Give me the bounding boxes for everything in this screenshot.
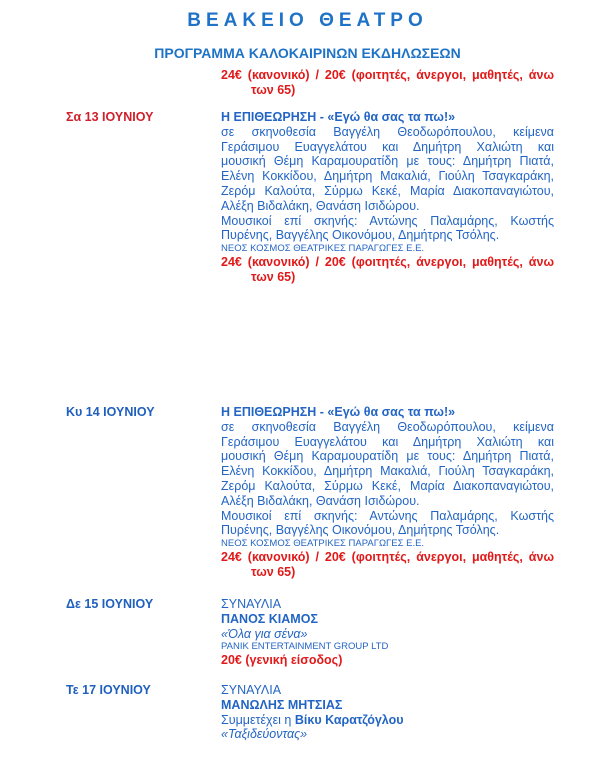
price-line: 24€ (κανονικό) / 20€ (φοιτητές, άνεργοι, μαθητές, άνω [221, 68, 554, 82]
event-title-main: Η ΕΠΙΘΕΩΡΗΣΗ - [221, 405, 328, 419]
event-date: Τε 17 ΙΟΥΝΙΟΥ [66, 683, 151, 697]
event-show: «Ταξιδεύοντας» [221, 727, 308, 742]
top-price [221, 68, 554, 98]
event-price-line: των 65) [251, 564, 296, 579]
event-guest-prefix: Συμμετέχει η [221, 712, 295, 727]
event-desc-line: Γεράσιμου Ευαγγελάτου και Δημήτρη Χαλιώτη και [221, 139, 554, 154]
event-musicians-line: Μουσικοί επί σκηνής: Αντώνης Παλαμάρης, Κωστής [221, 213, 554, 228]
event-date: Δε 15 ΙΟΥΝΙΟΥ [66, 597, 154, 611]
page-title: ΒΕΑΚΕΙΟ ΘΕΑΤΡΟ [187, 10, 428, 31]
event-musicians-line: Πυρένης, Βαγγέλης Οικονόμου, Δημήτρης Τσόλης. [221, 228, 500, 243]
event-desc-line: μουσική Θέμη Καραμουρατίδη με τους: Δημήτρη Πιατά, [221, 154, 554, 169]
event-details [221, 110, 554, 285]
event-musicians-line: Μουσικοί επί σκηνής: Αντώνης Παλαμάρης, Κωστής [221, 508, 554, 523]
event-date: Σα 13 ΙΟΥΝΙΟΥ [66, 110, 154, 124]
event-desc-line: Ελένη Κοκκίδου, Δημήτρη Μακαλιά, Γιούλη Τσαγκαράκη, [221, 464, 554, 479]
event-price-line: 24€ (κανονικό) / 20€ (φοιτητές, άνεργοι, μαθητές, άνω [221, 550, 554, 565]
event-artist: ΠΑΝΟΣ ΚΙΑΜΟΣ [221, 611, 318, 626]
event-desc-line: μουσική Θέμη Καραμουρατίδη με τους: Δημήτρη Πιατά, [221, 449, 554, 464]
event-desc-line: Αλέξη Βιδαλάκη, Θανάση Ισιδώρου. [221, 198, 420, 213]
event-details [221, 683, 554, 742]
event-producer: ΝΕΟΣ ΚΟΣΜΟΣ ΘΕΑΤΡΙΚΕΣ ΠΑΡΑΓΩΓΕΣ Ε.Ε. [221, 243, 425, 255]
event-show: «Όλα για σένα» [221, 626, 308, 641]
event-details [221, 405, 554, 580]
page-subtitle: ΠΡΟΓΡΑΜΜΑ ΚΑΛΟΚΑΙΡΙΝΩΝ ΕΚΔΗΛΩΣΕΩΝ [154, 45, 461, 61]
event-desc-line: Αλέξη Βιδαλάκη, Θανάση Ισιδώρου. [221, 493, 420, 508]
event-date: Κυ 14 ΙΟΥΝΙΟΥ [66, 405, 155, 419]
event-guest-name: Βίκυ Καρατζόγλου [294, 712, 404, 727]
event-desc-line: Ζερόμ Καλούτα, Σύρμω Κεκέ, Μαρία Διακοπαναγιώτου, [221, 183, 554, 198]
event-desc-line: Γεράσιμου Ευαγγελάτου και Δημήτρη Χαλιώτη και [221, 434, 554, 449]
event-title [221, 405, 554, 420]
event-price: 20€ (γενική είσοδος) [221, 653, 343, 668]
event-price-line: των 65) [251, 269, 296, 284]
event-musicians-line: Πυρένης, Βαγγέλης Οικονόμου, Δημήτρης Τσόλης. [221, 523, 500, 538]
event-title-main: Η ΕΠΙΘΕΩΡΗΣΗ - [221, 110, 328, 124]
event-title-quote: «Εγώ θα σας τα πω!» [327, 110, 456, 124]
event-title-quote: «Εγώ θα σας τα πω!» [327, 405, 456, 419]
event-producer: ΝΕΟΣ ΚΟΣΜΟΣ ΘΕΑΤΡΙΚΕΣ ΠΑΡΑΓΩΓΕΣ Ε.Ε. [221, 538, 425, 550]
event-type: ΣΥΝΑΥΛΙΑ [221, 597, 282, 611]
event-desc-line: Ελένη Κοκκίδου, Δημήτρη Μακαλιά, Γιούλη Τσαγκαράκη, [221, 169, 554, 184]
event-title [221, 110, 554, 125]
event-guest [221, 713, 554, 728]
event-artist: ΜΑΝΩΛΗΣ ΜΗΤΣΙΑΣ [221, 697, 343, 712]
price-line: των 65) [251, 82, 296, 97]
event-desc-line: Ζερόμ Καλούτα, Σύρμω Κεκέ, Μαρία Διακοπαναγιώτου, [221, 478, 554, 493]
event-details [221, 597, 554, 668]
event-type: ΣΥΝΑΥΛΙΑ [221, 683, 282, 697]
event-desc-line: σε σκηνοθεσία Βαγγέλη Θεοδωρόπουλου, κείμενα [221, 124, 554, 139]
event-price-line: 24€ (κανονικό) / 20€ (φοιτητές, άνεργοι, μαθητές, άνω [221, 255, 554, 270]
event-producer: PANIK ENTERTAINMENT GROUP LTD [221, 641, 389, 653]
event-desc-line: σε σκηνοθεσία Βαγγέλη Θεοδωρόπουλου, κείμενα [221, 419, 554, 434]
